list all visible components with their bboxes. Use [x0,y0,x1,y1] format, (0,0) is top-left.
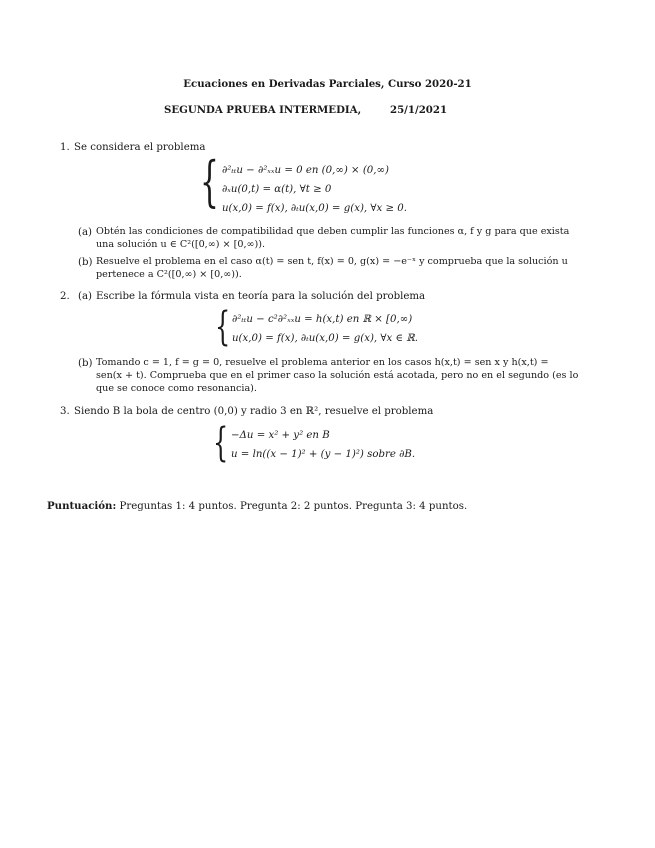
problem-1-number: 1. [60,142,70,153]
problem-2b-line-2: sen(x + t). Comprueba que en el primer caso la solución está acotada, pero no en el segundo (es lo [96,370,579,381]
problem-1b-line-1: Resuelve el problema en el caso α(t) = sen t, f(x) = 0, g(x) = −e⁻ˣ y comprueba que la solución u [96,256,568,267]
problem-1-equation-3: u(x,0) = f(x), ∂ₜu(x,0) = g(x), ∀x ≥ 0. [222,203,408,214]
exam-title: Ecuaciones en Derivadas Parciales, Curso 2020-21 [183,78,472,90]
problem-1-brace: { [200,150,219,213]
problem-2-intro: Escribe la fórmula vista en teoría para la solución del problema [96,291,426,302]
scoring-text: Preguntas 1: 4 puntos. Pregunta 2: 2 puntos. Pregunta 3: 4 puntos. [119,501,468,512]
problem-2b-line-3: que se conoce como resonancia). [96,383,257,394]
problem-2b-label: (b) [78,358,93,369]
problem-3-equation-1: −Δu = x² + y² en B [231,430,330,441]
scoring-label: Puntuación: [47,500,117,512]
problem-1b-label: (b) [78,257,93,268]
problem-2-equation-2: u(x,0) = f(x), ∂ₜu(x,0) = g(x), ∀x ∈ ℝ. [232,333,419,344]
problem-1a-line-1: Obtén las condiciones de compatibilidad que deben cumplir las funciones α, f y g para que exista [96,226,570,237]
exam-subtitle: SEGUNDA PRUEBA INTERMEDIA, [164,104,362,116]
exam-date: 25/1/2021 [390,104,448,116]
problem-3-number: 3. [60,406,70,417]
problem-1a-label: (a) [78,227,93,238]
problem-3-brace: { [213,420,229,466]
problem-1-equation-1: ∂²ₜₜu − ∂²ₓₓu = 0 en (0,∞) × (0,∞) [222,165,389,176]
problem-2-equation-1: ∂²ₜₜu − c²∂²ₓₓu = h(x,t) en ℝ × [0,∞) [232,314,413,325]
problem-2b-line-1: Tomando c = 1, f = g = 0, resuelve el problema anterior en los casos h(x,t) = sen x y h(x,t) = [96,357,549,368]
problem-1b-line-2: pertenece a C²([0,∞) × [0,∞)). [96,269,242,280]
problem-2a-label: (a) [78,291,93,302]
problem-2-number: 2. [60,291,70,302]
problem-3-equation-2: u = ln((x − 1)² + (y − 1)²) sobre ∂B. [231,449,416,460]
problem-2-brace: { [215,304,231,350]
problem-1a-line-2: una solución u ∈ C²([0,∞) × [0,∞)). [96,239,266,250]
problem-3-intro: Siendo B la bola de centro (0,0) y radio 3 en ℝ², resuelve el problema [74,406,434,417]
problem-1-intro: Se considera el problema [74,142,206,153]
problem-1-equation-2: ∂ₓu(0,t) = α(t), ∀t ≥ 0 [222,184,332,195]
scoring-line [47,500,467,513]
